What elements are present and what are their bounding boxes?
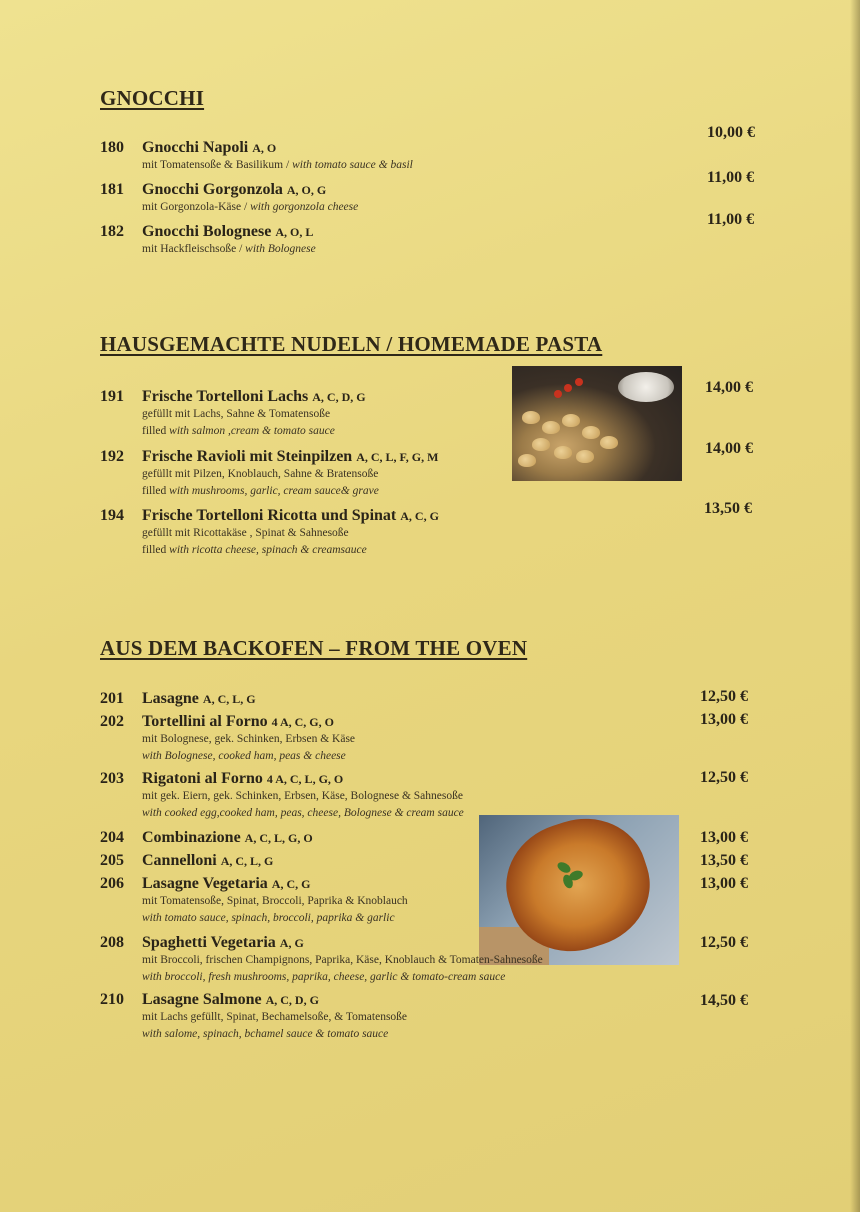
item-description-de: mit Tomatensoße & Basilikum / xyxy=(142,159,290,171)
item-allergens: 4 A, C, G, O xyxy=(271,715,334,729)
item-price-191: 14,00 € xyxy=(705,379,753,396)
item-price-204: 13,00 € xyxy=(700,829,748,846)
item-number: 205 xyxy=(100,852,124,869)
menu-item-208 xyxy=(100,934,760,986)
item-price-194: 13,50 € xyxy=(704,500,752,517)
item-number: 180 xyxy=(100,139,124,156)
item-description-en: with broccoli, fresh mushrooms, paprika, cheese, garlic & tomato-cream sauce xyxy=(142,971,506,983)
item-name: Combinazione xyxy=(142,829,241,846)
item-price-203: 12,50 € xyxy=(700,769,748,786)
item-name: Gnocchi Gorgonzola xyxy=(142,181,283,198)
menu-item-202 xyxy=(100,713,760,765)
item-name: Rigatoni al Forno xyxy=(142,770,263,787)
item-description-de: mit Gorgonzola-Käse / xyxy=(142,201,248,213)
item-price-206: 13,00 € xyxy=(700,875,748,892)
menu-item-210 xyxy=(100,991,760,1043)
menu-item-205 xyxy=(100,852,760,870)
item-number: 194 xyxy=(100,507,124,524)
menu-item-203 xyxy=(100,770,760,822)
item-description-de: mit Hackfleischsoße / xyxy=(142,243,243,255)
item-allergens: 4 A, C, L, G, O xyxy=(266,772,344,786)
item-description-en: with tomato sauce, spinach, broccoli, paprika & garlic xyxy=(142,912,395,924)
item-allergens: A, O xyxy=(252,141,277,155)
item-name: Cannelloni xyxy=(142,852,217,869)
item-name: Lasagne xyxy=(142,690,199,707)
item-allergens: A, C, G xyxy=(400,509,439,523)
item-name: Gnocchi Bolognese xyxy=(142,223,272,240)
item-name: Frische Tortelloni Ricotta und Spinat xyxy=(142,507,397,524)
item-price-205: 13,50 € xyxy=(700,852,748,869)
item-price-192: 14,00 € xyxy=(705,440,753,457)
item-name: Tortellini al Forno xyxy=(142,713,268,730)
menu-item-206 xyxy=(100,875,760,927)
item-number: 182 xyxy=(100,223,124,240)
item-allergens: A, O, L xyxy=(275,225,314,239)
item-number: 204 xyxy=(100,829,124,846)
item-price-201: 12,50 € xyxy=(700,688,748,705)
item-price-182: 11,00 € xyxy=(707,211,755,228)
menu-item-201 xyxy=(100,690,760,708)
item-description-de: gefüllt mit Lachs, Sahne & Tomatensoße xyxy=(142,408,331,420)
item-name: Frische Ravioli mit Steinpilzen xyxy=(142,448,353,465)
menu-item-191 xyxy=(100,388,760,440)
item-description-en: with Bolognese, cooked ham, peas & cheese xyxy=(142,750,346,762)
item-price-202: 13,00 € xyxy=(700,711,748,728)
item-number: 203 xyxy=(100,770,124,787)
menu-item-181 xyxy=(100,181,760,216)
item-description-en: with Bolognese xyxy=(242,243,316,255)
item-number: 191 xyxy=(100,388,124,405)
item-allergens: A, O, G xyxy=(286,183,327,197)
menu-item-192 xyxy=(100,448,760,500)
item-description-de: mit Lachs gefüllt, Spinat, Bechamelsoße, & Tomatensoße xyxy=(142,1011,408,1023)
item-name: Spaghetti Vegetaria xyxy=(142,934,276,951)
item-allergens: A, C, D, G xyxy=(312,390,366,404)
item-number: 210 xyxy=(100,991,124,1008)
item-description-de: gefüllt mit Pilzen, Knoblauch, Sahne & Bratensoße xyxy=(142,468,379,480)
item-description-de: mit gek. Eiern, gek. Schinken, Erbsen, Käse, Bolognese & Sahnesoße xyxy=(142,790,463,802)
item-allergens: A, C, D, G xyxy=(265,993,319,1007)
item-allergens: A, C, G xyxy=(271,877,311,891)
item-number: 202 xyxy=(100,713,124,730)
menu-item-194 xyxy=(100,507,760,559)
item-description-en: with tomato sauce & basil xyxy=(289,159,413,171)
item-price-181: 11,00 € xyxy=(707,169,755,186)
item-name: Frische Tortelloni Lachs xyxy=(142,388,309,405)
item-price-180: 10,00 € xyxy=(707,124,755,141)
page-edge-shadow xyxy=(850,0,860,1212)
item-description-en: with cooked egg,cooked ham, peas, cheese, Bolognese & cream sauce xyxy=(142,807,464,819)
item-number: 201 xyxy=(100,690,124,707)
item-price-210: 14,50 € xyxy=(700,992,748,1009)
item-description-de: mit Tomatensoße, Spinat, Broccoli, Paprika & Knoblauch xyxy=(142,895,408,907)
item-description-en-prefix: filled xyxy=(142,485,167,497)
tomato xyxy=(575,378,583,386)
item-name: Gnocchi Napoli xyxy=(142,139,249,156)
item-number: 206 xyxy=(100,875,124,892)
item-description-de: mit Bolognese, gek. Schinken, Erbsen & Käse xyxy=(142,733,356,745)
item-number: 181 xyxy=(100,181,124,198)
item-name: Lasagne Vegetaria xyxy=(142,875,268,892)
item-allergens: A, C, L, F, G, M xyxy=(356,450,439,464)
item-description-de: mit Broccoli, frischen Champignons, Paprika, Käse, Knoblauch & Tomaten-Sahnesoße xyxy=(142,954,543,966)
menu-item-180 xyxy=(100,139,760,174)
item-description-en: with ricotta cheese, spinach & creamsauce xyxy=(166,544,367,556)
item-description-en-prefix: filled xyxy=(142,425,167,437)
section-heading-homemade-pasta: HAUSGEMACHTE NUDELN / HOMEMADE PASTA xyxy=(100,332,603,356)
item-description-en: with gorgonzola cheese xyxy=(247,201,359,213)
item-number: 208 xyxy=(100,934,124,951)
menu-item-182 xyxy=(100,223,760,258)
item-description-en-prefix: filled xyxy=(142,544,167,556)
item-price-208: 12,50 € xyxy=(700,934,748,951)
item-description-de: gefüllt mit Ricottakäse , Spinat & Sahnesoße xyxy=(142,527,349,539)
item-description-en: with mushrooms, garlic, cream sauce& grave xyxy=(166,485,379,497)
item-allergens: A, G xyxy=(279,936,304,950)
item-description-en: with salmon ,cream & tomato sauce xyxy=(166,425,335,437)
item-number: 192 xyxy=(100,448,124,465)
item-allergens: A, C, L, G, O xyxy=(244,831,313,845)
section-heading-gnocchi: GNOCCHI xyxy=(100,86,205,110)
item-description-en: with salome, spinach, bchamel sauce & tomato sauce xyxy=(142,1028,389,1040)
item-name: Lasagne Salmone xyxy=(142,991,262,1008)
section-heading-from-the-oven: AUS DEM BACKOFEN – FROM THE OVEN xyxy=(100,636,528,660)
item-allergens: A, C, L, G xyxy=(202,692,256,706)
menu-item-204 xyxy=(100,829,760,847)
item-allergens: A, C, L, G xyxy=(220,854,274,868)
